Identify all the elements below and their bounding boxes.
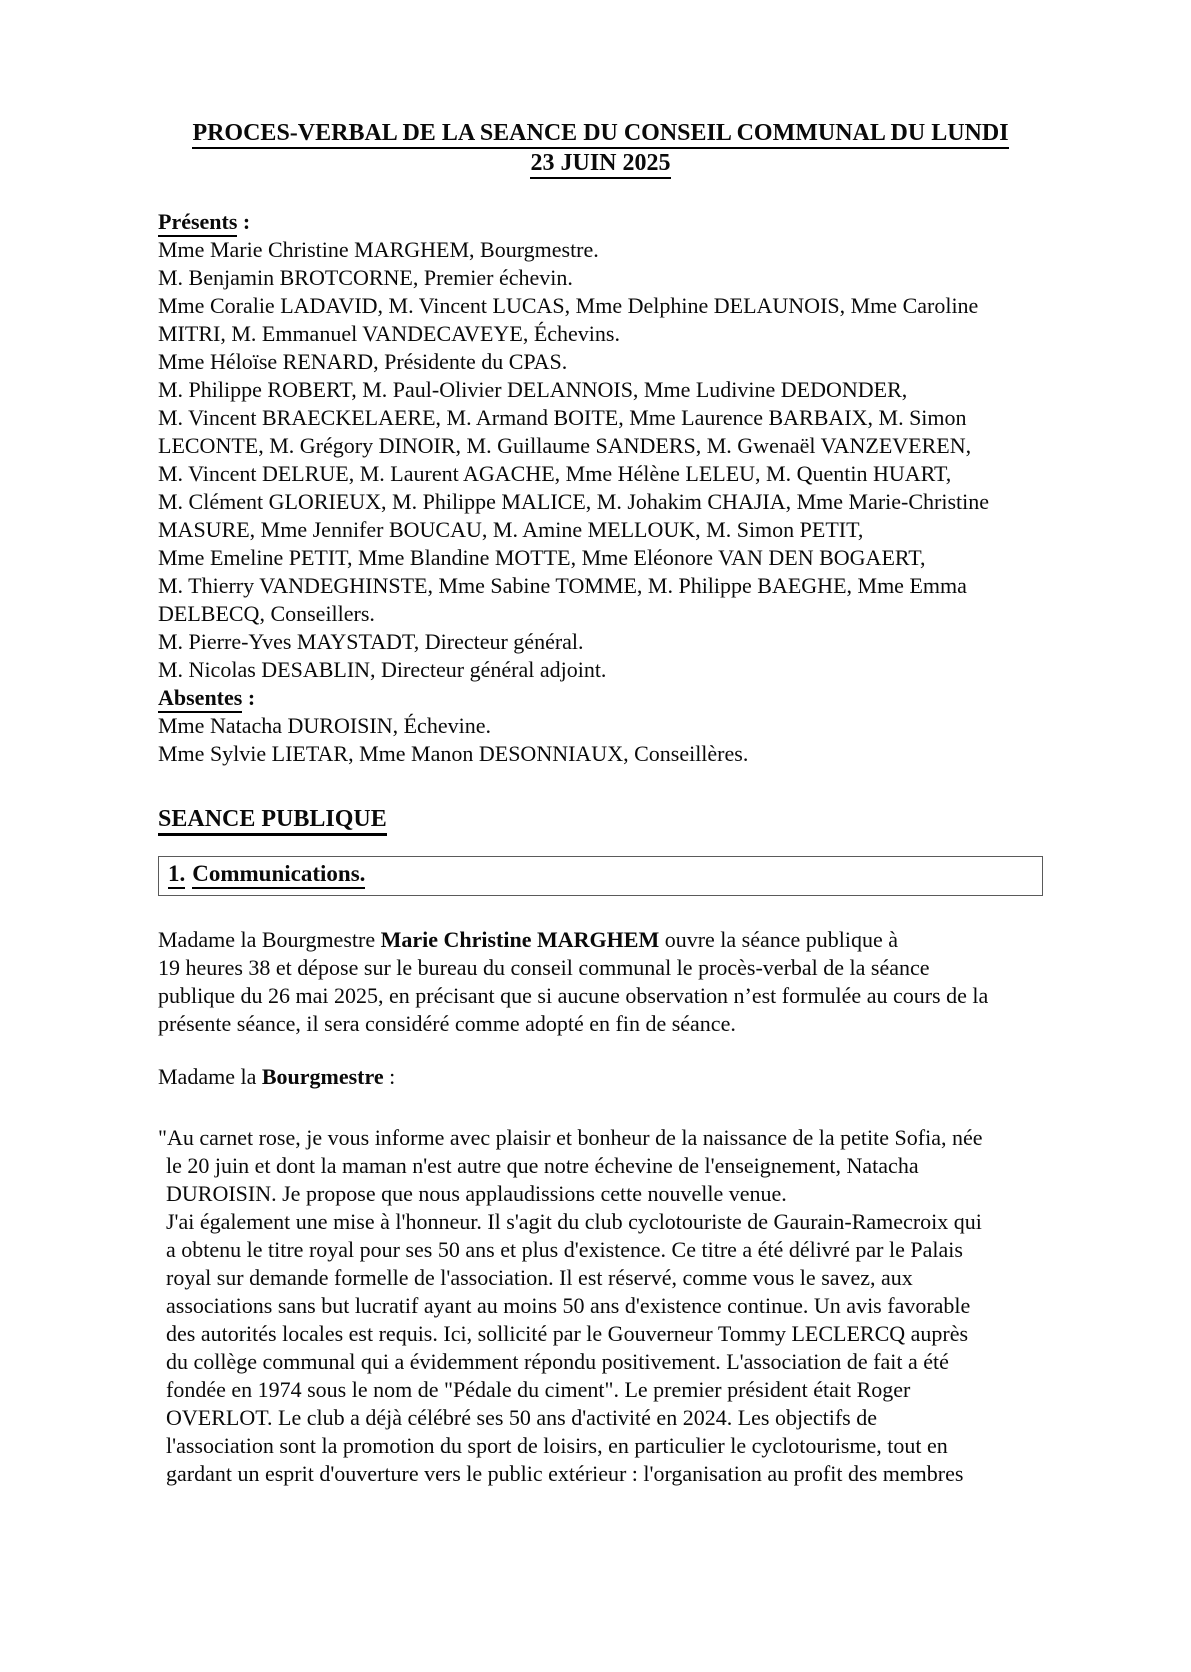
opening-line1-pre: Madame la Bourgmestre (158, 927, 381, 952)
text-line: OVERLOT. Le club a déjà célébré ses 50 ans d'activité en 2024. Les objectifs de (166, 1405, 877, 1430)
agenda-item-1-number: 1. (168, 861, 185, 889)
speaker-pre: Madame la (158, 1064, 262, 1089)
absentes-label-line (158, 684, 1043, 712)
opening-paragraph-line-1 (158, 926, 1043, 954)
text-line: présente séance, il sera considéré comme adopté en fin de séance. (158, 1011, 736, 1036)
text-line: DUROISIN. Je propose que nous applaudissions cette nouvelle venue. (166, 1181, 787, 1206)
text-line: M. Nicolas DESABLIN, Directeur général adjoint. (158, 657, 607, 682)
document-title (158, 118, 1043, 178)
text-line: fondée en 1974 sous le nom de "Pédale du ciment". Le premier président était Roger (166, 1377, 911, 1402)
text-line: M. Clément GLORIEUX, M. Philippe MALICE, M. Johakim CHAJIA, Mme Marie-Christine (158, 489, 990, 514)
agenda-item-1-box (158, 856, 1043, 896)
text-line: "Au carnet rose, je vous informe avec plaisir et bonheur de la naissance de la petite Sofia, née (158, 1125, 983, 1150)
opening-paragraph-rest (158, 954, 1043, 1038)
text-line: gardant un esprit d'ouverture vers le public extérieur : l'organisation au profit des membres (166, 1461, 964, 1486)
text-line: M. Benjamin BROTCORNE, Premier échevin. (158, 265, 573, 290)
public-session-heading-text: SEANCE PUBLIQUE (158, 806, 387, 836)
title-line-2 (158, 148, 1043, 178)
text-line: 19 heures 38 et dépose sur le bureau du conseil communal le procès-verbal de la séance (158, 955, 930, 980)
text-line: du collège communal qui a évidemment répondu positivement. L'association de fait a été (166, 1349, 949, 1374)
absentes-colon: : (242, 685, 256, 710)
text-line: MASURE, Mme Jennifer BOUCAU, M. Amine MELLOUK, M. Simon PETIT, (158, 517, 864, 542)
text-line: publique du 26 mai 2025, en précisant que si aucune observation n’est formulée au cours de la (158, 983, 989, 1008)
text-line: Mme Emeline PETIT, Mme Blandine MOTTE, Mme Eléonore VAN DEN BOGAERT, (158, 545, 926, 570)
presents-section (158, 208, 1043, 684)
text-line: associations sans but lucratif ayant au moins 50 ans d'existence continue. Un avis favorable (166, 1293, 971, 1318)
text-line: Mme Marie Christine MARGHEM, Bourgmestre. (158, 237, 599, 262)
absentes-section (158, 684, 1043, 768)
text-line: J'ai également une mise à l'honneur. Il s'agit du club cyclotouriste de Gaurain-Ramecroix qui (166, 1209, 982, 1234)
speaker-title: Bourgmestre (261, 1064, 384, 1089)
text-line: MITRI, M. Emmanuel VANDECAVEYE, Échevins. (158, 321, 620, 346)
public-session-heading (158, 804, 1043, 834)
text-line: M. Philippe ROBERT, M. Paul-Olivier DELANNOIS, Mme Ludivine DEDONDER, (158, 377, 908, 402)
text-line: royal sur demande formelle de l'association. Il est réservé, comme vous le savez, aux (166, 1265, 913, 1290)
title-text-1: PROCES-VERBAL DE LA SEANCE DU CONSEIL COMMUNAL DU LUNDI (192, 120, 1008, 149)
text-line: Mme Héloïse RENARD, Présidente du CPAS. (158, 349, 568, 374)
opening-line1-post: ouvre la séance publique à (659, 927, 899, 952)
presents-list (158, 236, 1043, 684)
text-line: des autorités locales est requis. Ici, sollicité par le Gouverneur Tommy LECLERCQ auprès (166, 1321, 969, 1346)
text-line: M. Thierry VANDEGHINSTE, Mme Sabine TOMME, M. Philippe BAEGHE, Mme Emma (158, 573, 967, 598)
text-line: M. Pierre-Yves MAYSTADT, Directeur général. (158, 629, 584, 654)
speaker-colon: : (383, 1064, 396, 1089)
absentes-list (158, 712, 1043, 768)
presents-label-line (158, 208, 1043, 236)
text-line: M. Vincent BRAECKELAERE, M. Armand BOITE, Mme Laurence BARBAIX, M. Simon (158, 405, 967, 430)
presents-label: Présents (158, 209, 237, 237)
bourgmestre-quote (158, 1124, 1043, 1488)
agenda-item-1-title: Communications. (192, 861, 365, 889)
title-line-1 (158, 118, 1043, 148)
text-line: Mme Sylvie LIETAR, Mme Manon DESONNIAUX, Conseillères. (158, 741, 749, 766)
opening-paragraph (158, 926, 1043, 1038)
speaker-line (158, 1063, 1043, 1091)
title-text-2: 23 JUIN 2025 (530, 150, 670, 179)
text-line: a obtenu le titre royal pour ses 50 ans et plus d'existence. Ce titre a été délivré par le Palais (166, 1237, 963, 1262)
text-line: Mme Coralie LADAVID, M. Vincent LUCAS, Mme Delphine DELAUNOIS, Mme Caroline (158, 293, 979, 318)
text-line: le 20 juin et dont la maman n'est autre que notre échevine de l'enseignement, Natacha (166, 1153, 919, 1178)
text-line: DELBECQ, Conseillers. (158, 601, 375, 626)
text-line: M. Vincent DELRUE, M. Laurent AGACHE, Mme Hélène LELEU, M. Quentin HUART, (158, 461, 952, 486)
bourgmestre-name: Marie Christine MARGHEM (380, 927, 660, 952)
presents-colon: : (237, 209, 251, 234)
text-line: LECONTE, M. Grégory DINOIR, M. Guillaume SANDERS, M. Gwenaël VANZEVEREN, (158, 433, 972, 458)
text-line: Mme Natacha DUROISIN, Échevine. (158, 713, 491, 738)
text-line: l'association sont la promotion du sport de loisirs, en particulier le cyclotourisme, tout en (166, 1433, 948, 1458)
absentes-label: Absentes (158, 685, 242, 713)
